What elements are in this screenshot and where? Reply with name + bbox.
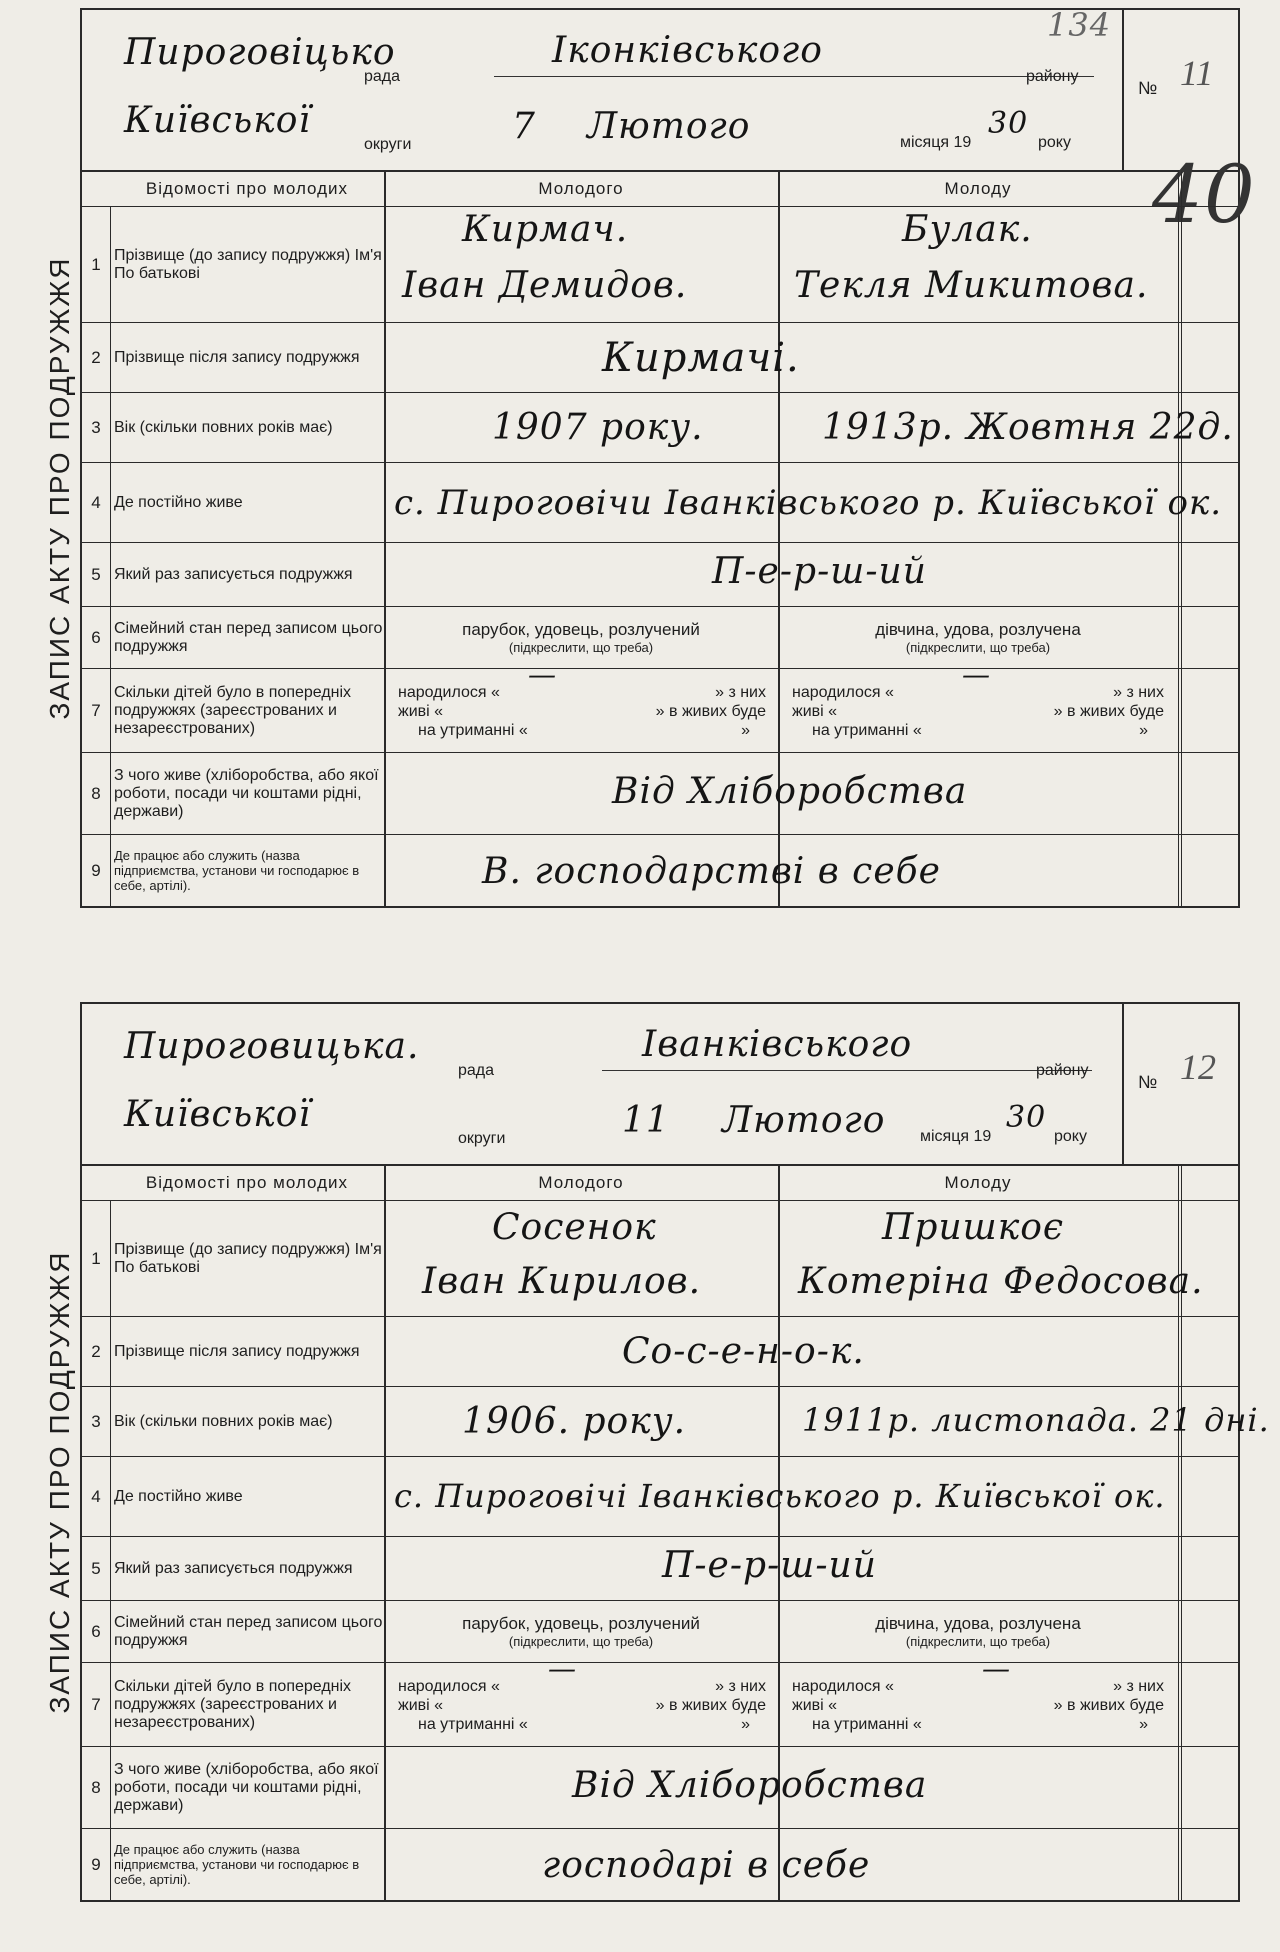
bride-kids: народилося « — » з них живі « » в живих буде на утриманні « » [792,658,1164,739]
month-value: Лютого [587,106,751,147]
groom-status-note: (підкреслити, що треба) [508,640,654,655]
bride-status-note: (підкреслити, що треба) [905,640,1051,655]
rayon-value: Іванківського [642,1024,913,1065]
rayon-label: району [1036,1062,1089,1079]
groom-surname: Кирмач. [462,209,629,250]
table-row: 2 Прізвище після запису подружжя Кирмачі. [82,322,1238,392]
groom-status: парубок, удовець, розлучений [462,620,700,639]
bride-name: Котеріна Федосова. [798,1261,1204,1302]
groom-age: 1906. року. [462,1401,687,1442]
record-frame [80,6,1256,908]
groom-status-note: (підкреслити, що треба) [508,1634,654,1649]
residence: с. Пироговічі Іванківського р. Київської ок. [394,1477,1166,1515]
number-label: № [1138,78,1158,98]
day-value: 11 [622,1100,670,1141]
okruha-label: округи [458,1130,506,1147]
groom-name: Іван Кирилов. [422,1261,702,1302]
residence: с. Пироговічи Іванківського р. Київської ок. [394,483,1223,523]
month-label: місяця 19 [900,134,972,151]
table-row: 3 Вік (скільки повних років має) 1906. року. 1911р. листопада. 21 дні. [82,1386,1238,1456]
number-label: № [1138,1072,1158,1092]
table-row: 3 Вік (скільки повних років має) 1907 року. 1913р. Жовтня 22д. [82,392,1238,462]
livelihood: Від Хліборобства [572,1765,928,1806]
table-row: 8 З чого живе (хліборобства, або якої роботи, посади чи коштами рідні, держави) Від Хліборобства [82,1746,1238,1828]
groom-status: парубок, удовець, розлучений [462,1614,700,1633]
table-row: 2 Прізвище після запису подружжя Со-с-е-н-о-к. [82,1316,1238,1386]
table-row: 6 Сімейний стан перед записом цього подружжя парубок, удовець, розлучений (підкреслити, що треба) дівчина, удова, розлучена (підкреслити, що треба) [82,606,1238,668]
surname-after: Со-с-е-н-о-к. [622,1331,865,1372]
record-number-box [1122,10,1240,170]
col-groom-header: Молодого [538,179,624,198]
record-number: 12 [1180,1047,1216,1087]
col-bride-header: Молоду [944,1173,1012,1192]
surname-after: Кирмачі. [602,335,800,381]
table-row: 4 Де постійно живе с. Пироговічі Іванківського р. Київської ок. [82,1456,1238,1536]
groom-kids: народилося « — » з них живі « » в живих буде на утриманні « » [398,658,766,739]
groom-name: Іван Демидов. [402,265,688,306]
okruha-value: Київської [124,100,311,141]
bride-surname: Булак. [902,209,1033,250]
okruha-value: Київської [124,1094,311,1135]
year-value: 30 [1006,1100,1047,1135]
corner-mark: 134 [1047,6,1112,44]
table-row: 9 Де працює або служить (назва підприємства, установи чи господарює в себе, артілі). В. господарстві в себе [82,834,1238,906]
year-value: 30 [988,106,1029,141]
bride-name: Текля Микитова. [794,265,1149,306]
rayon-label: району [1026,68,1079,85]
rayon-value: Іконківського [552,30,823,71]
year-label: року [1054,1128,1087,1145]
month-value: Лютого [722,1100,886,1141]
table-row: 9 Де працює або служить (назва підприємства, установи чи господарює в себе, артілі). господарі в себе [82,1828,1238,1900]
bride-status: дівчина, удова, розлучена [875,1614,1081,1633]
record-number-box [1122,1004,1240,1164]
record-table [82,1164,1270,1902]
month-label: місяця 19 [920,1128,992,1145]
bride-kids: народилося « — » з них живі « » в живих буде на утриманні « » [792,1652,1164,1733]
table-row: 1 Прізвище (до запису подружжя) Ім'я По батькові Кирмач. Іван Демидов. Булак. Текля Микитова. [82,206,1238,322]
table-row: 8 З чого живе (хліборобства, або якої роботи, посади чи коштами рідні, держави) Від Хліборобства [82,752,1238,834]
rada-value: Пироговіцько [124,32,396,73]
which-time: П-е-р-ш-ий [712,551,927,592]
margin-mark: 40 [1152,148,1256,241]
rada-label: рада [364,68,401,85]
record-frame [80,1002,1270,1902]
col-info-header: Відомості про молодих [145,179,349,198]
record-header [82,6,1122,170]
rada-value: Пироговицька. [124,1026,420,1067]
workplace: господарі в себе [542,1845,871,1886]
livelihood: Від Хліборобства [612,771,968,812]
rada-label: рада [458,1062,495,1079]
year-label: року [1038,134,1071,151]
marriage-record [10,1002,1270,1922]
table-row: 1 Прізвище (до запису подружжя) Ім'я По батькові Сосенок Іван Кирилов. Пришкоє Котеріна Федосова. [82,1200,1238,1316]
side-title: ЗАПИС АКТУ ПРО ПОДРУЖЖЯ [44,256,75,720]
workplace: В. господарстві в себе [482,851,941,892]
side-title: ЗАПИС АКТУ ПРО ПОДРУЖЖЯ [44,1250,75,1714]
col-groom-header: Молодого [538,1173,624,1192]
okruha-label: округи [364,136,412,153]
table-row: 7 Скільки дітей було в попередніх подружжях (зареєстрованих и незареєстрованих) народилося « — » з них живі « » в живих буде на утриманні « » народилося « — » з них живі « » в живих буде на утриманні « » [82,1662,1238,1746]
marriage-record [10,6,1256,928]
bride-surname: Пришкоє [882,1207,1065,1248]
bride-status-note: (підкреслити, що треба) [905,1634,1051,1649]
record-table [82,148,1256,908]
record-number: 11 [1180,53,1214,93]
record-header [82,1004,1122,1164]
which-time: П-е-р-ш-ий [662,1545,877,1586]
bride-age: 1911р. листопада. 21 дні. [802,1401,1270,1439]
table-row: 5 Який раз записується подружжя П-е-р-ш-ий [82,542,1238,606]
col-info-header: Відомості про молодих [145,1173,349,1192]
table-row: 7 Скільки дітей було в попередніх подружжях (зареєстрованих и незареєстрованих) народилося « — » з них живі « » в живих буде на утриманні « » народилося « — » з них живі « » в живих буде на утриманні « » [82,668,1238,752]
bride-status: дівчина, удова, розлучена [875,620,1081,639]
groom-kids: народилося « — » з них живі « » в живих буде на утриманні « » [398,1652,766,1733]
table-row: 4 Де постійно живе с. Пироговічи Іванківського р. Київської ок. [82,462,1238,542]
table-row: 6 Сімейний стан перед записом цього подружжя парубок, удовець, розлучений (підкреслити, що треба) дівчина, удова, розлучена (підкреслити, що треба) [82,1600,1238,1662]
groom-surname: Сосенок [492,1207,657,1248]
bride-age: 1913р. Жовтня 22д. [822,407,1234,448]
col-bride-header: Молоду [944,179,1012,198]
table-row: 5 Який раз записується подружжя П-е-р-ш-ий [82,1536,1238,1600]
groom-age: 1907 року. [492,407,704,448]
day-value: 7 [512,106,536,147]
